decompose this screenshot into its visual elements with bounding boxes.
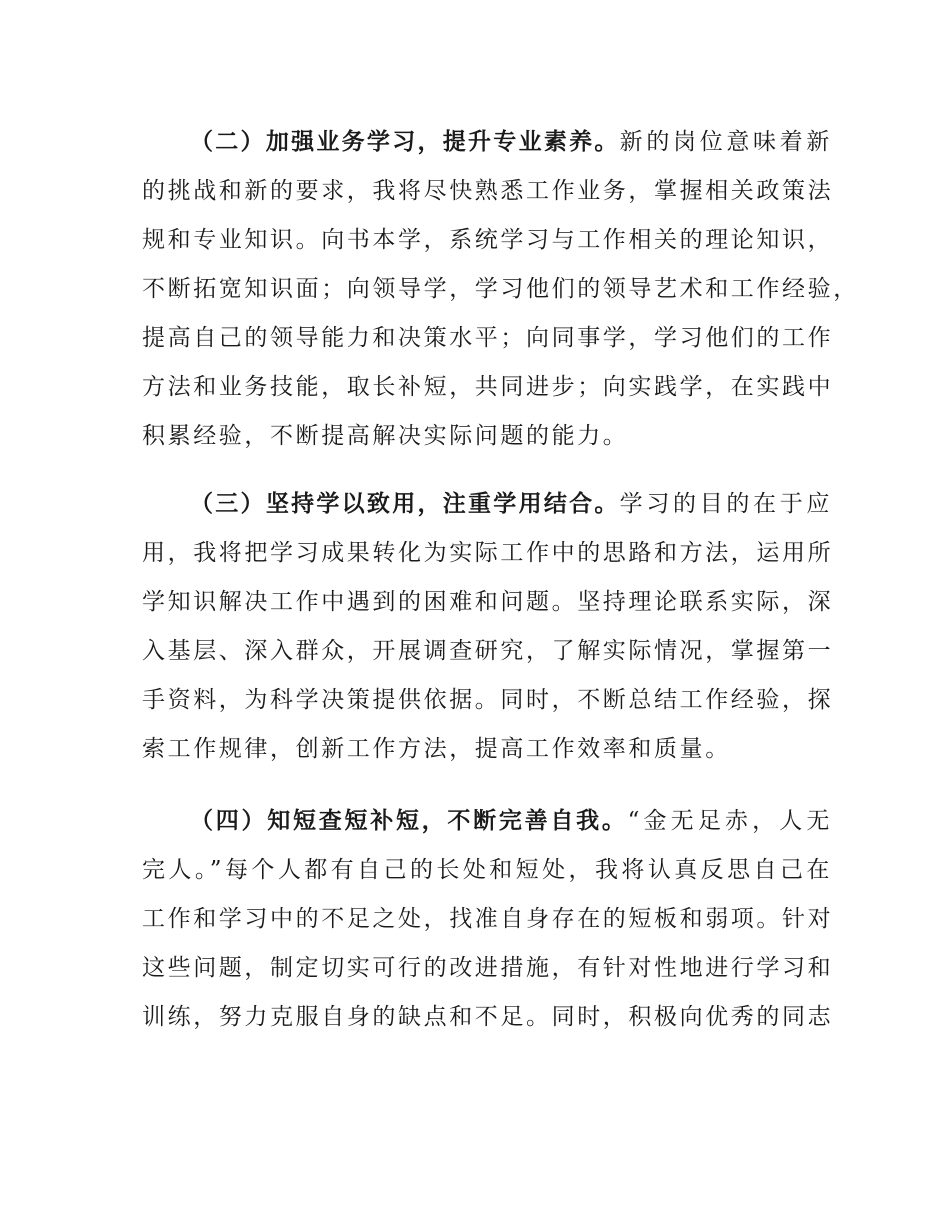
paragraph-line: 学知识解决工作中遇到的困难和问题。坚持理论联系实际，深 [142, 589, 834, 615]
paragraph-line: 提高自己的领导能力和决策水平；向同事学，学习他们的工作 [142, 325, 834, 351]
paragraph-business-learning [142, 118, 859, 461]
paragraph-line: 方法和业务技能，取长补短，共同进步；向实践学，在实践中 [142, 374, 834, 400]
paragraph-line [142, 797, 832, 846]
paragraph-line: 完人。”每个人都有自己的长处和短处，我将认真反思自己在 [142, 857, 832, 883]
paragraph-line: 训练，努力克服自身的缺点和不足。同时，积极向优秀的同志 [142, 1004, 834, 1030]
paragraph-line [142, 480, 832, 529]
paragraph-heading: （二）加强业务学习，提升专业素养。 [190, 129, 620, 155]
line-text: 学习的目的在于应 [619, 491, 832, 517]
line-text: 新的岗位意味着新 [619, 129, 832, 155]
paragraph-line: 积累经验，不断提高解决实际问题的能力。 [142, 423, 629, 449]
paragraph-line: 工作和学习中的不足之处，找准自身存在的短板和弱项。针对 [142, 906, 834, 932]
paragraph-line: 不断拓宽知识面；向领导学，学习他们的领导艺术和工作经验， [142, 276, 859, 302]
paragraph-line: 手资料，为科学决策提供依据。同时，不断总结工作经验，探 [142, 687, 834, 713]
paragraph-line [142, 118, 832, 167]
paragraph-heading: （三）坚持学以致用，注重学用结合。 [190, 491, 620, 517]
paragraph-line: 的挑战和新的要求，我将尽快熟悉工作业务，掌握相关政策法 [142, 178, 834, 204]
paragraph-line: 这些问题，制定切实可行的改进措施，有针对性地进行学习和 [142, 955, 834, 981]
line-text: “金无足赤，人无 [627, 808, 832, 834]
paragraph-line: 入基层、深入群众，开展调查研究，了解实际情况，掌握第一 [142, 638, 834, 664]
paragraph-line: 用，我将把学习成果转化为实际工作中的思路和方法，运用所 [142, 540, 834, 566]
paragraph-line: 规和专业知识。向书本学，系统学习与工作相关的理论知识， [142, 227, 834, 253]
paragraph-heading: （四）知短查短补短，不断完善自我。 [190, 808, 628, 834]
paragraph-line: 索工作规律，创新工作方法，提高工作效率和质量。 [142, 736, 731, 762]
paragraph-apply-learning [142, 480, 832, 774]
paragraph-self-improvement [142, 797, 832, 1042]
